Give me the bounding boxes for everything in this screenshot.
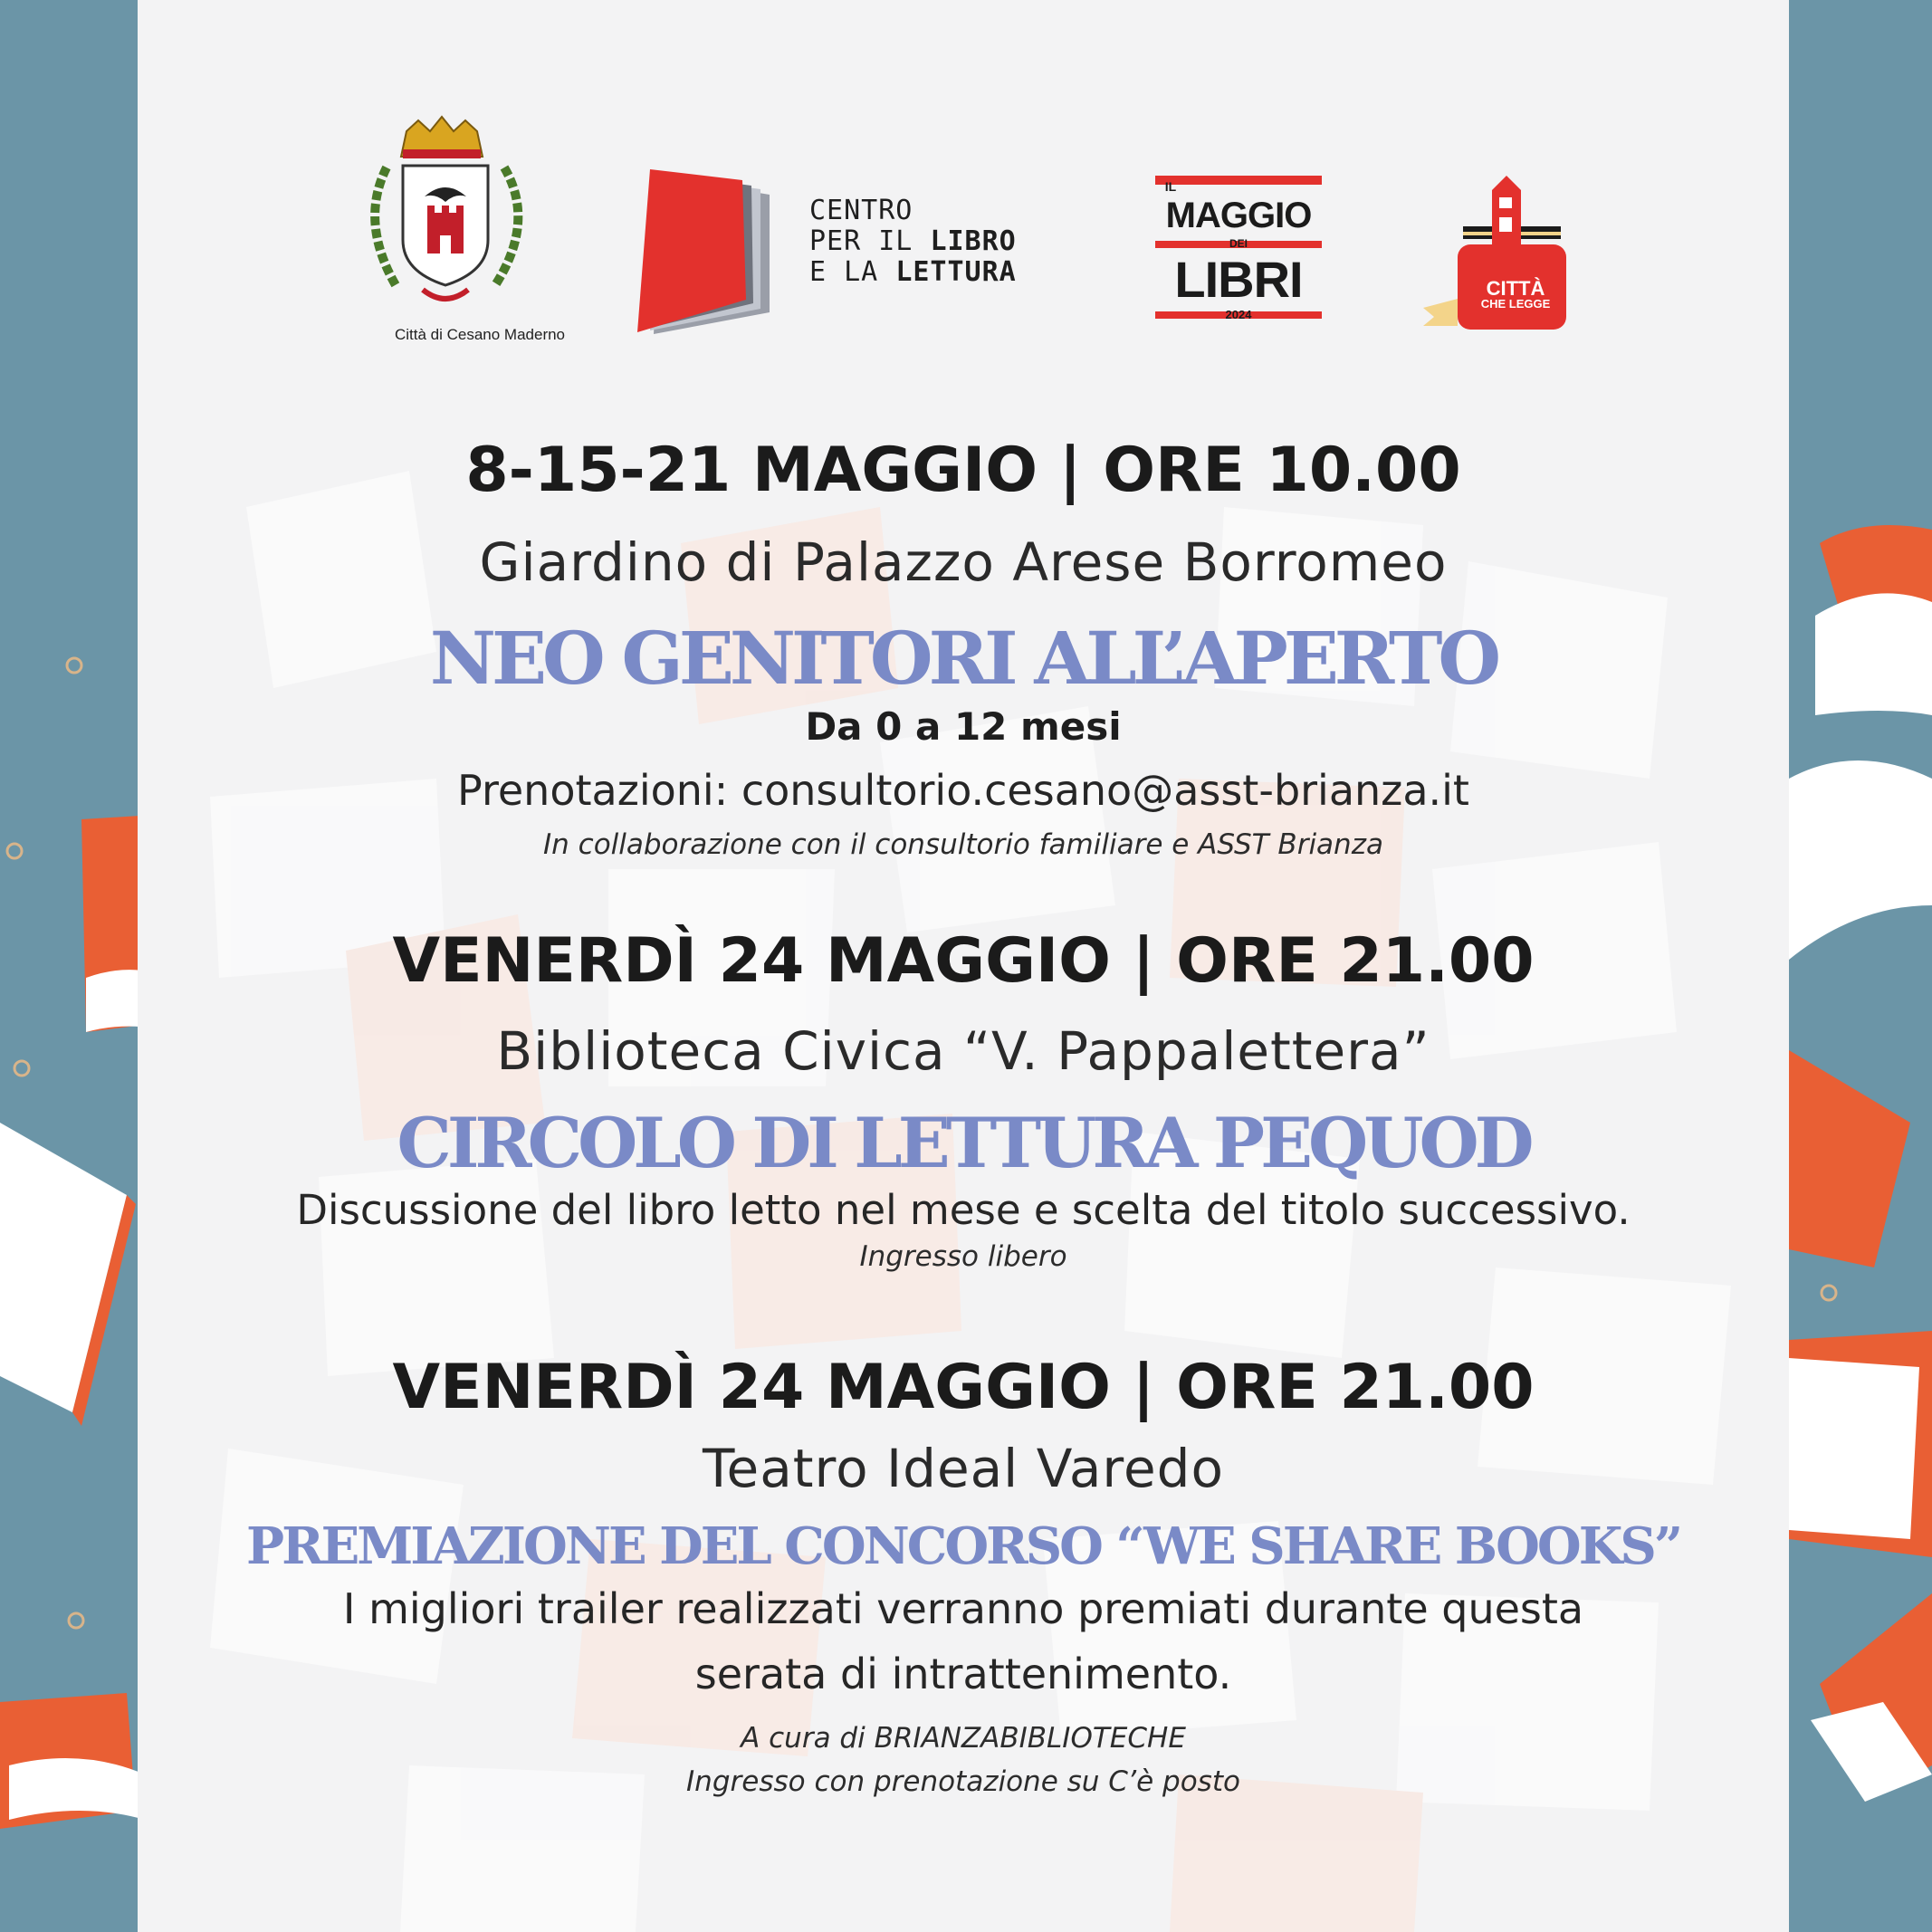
event-venue: Biblioteca Civica “V. Pappalettera” [496, 1020, 1430, 1082]
event-subtitle: Da 0 a 12 mesi [805, 704, 1122, 749]
event-description-line2: serata di intrattenimento. [694, 1650, 1232, 1698]
event-description: Discussione del libro letto nel mese e scelta del titolo successivo. [296, 1186, 1631, 1234]
book-icon [1789, 1331, 1932, 1557]
event-date: 8-15-21 MAGGIO | ORE 10.00 [465, 435, 1461, 506]
book-icon [1789, 760, 1932, 960]
cesano-label: Città di Cesano Maderno [394, 326, 566, 343]
content-panel [138, 0, 1789, 1932]
svg-text:CHE LEGGE: CHE LEGGE [1480, 297, 1551, 311]
event-note: In collaborazione con il consultorio familiare e ASST Brianza [543, 828, 1383, 861]
book-icon [0, 1123, 136, 1426]
book-icon [1789, 1050, 1910, 1267]
event-note: Ingresso libero [859, 1240, 1067, 1273]
book-icon [0, 1693, 145, 1829]
event-organizer: A cura di BRIANZABIBLIOTECHE [741, 1722, 1186, 1755]
event-venue: Giardino di Palazzo Arese Borromeo [479, 531, 1448, 593]
event-description-line1: I migliori trailer realizzati verranno premiati durante questa [342, 1584, 1584, 1633]
event-date: VENERDÌ 24 MAGGIO | ORE 21.00 [392, 925, 1535, 997]
events [138, 0, 1789, 1932]
maggio-dei-libri-logo: IL MAGGIO DEI LIBRI 2024 [1155, 176, 1322, 328]
event-booking: Prenotazioni: consultorio.cesano@asst-brianza.it [457, 766, 1469, 815]
cepell-wordmark: CENTRO PER IL LIBRO E LA LETTURA [809, 195, 1017, 288]
event-title: CIRCOLO DI LETTURA PEQUOD [397, 1103, 1530, 1183]
book-icon [1811, 1593, 1932, 1802]
event-title: PREMIAZIONE DEL CONCORSO “WE SHARE BOOKS” [245, 1516, 1681, 1576]
event-date: VENERDÌ 24 MAGGIO | ORE 21.00 [392, 1352, 1535, 1423]
event-venue: Teatro Ideal Varedo [702, 1438, 1224, 1499]
event-title: NEO GENITORI ALL’APERTO [429, 616, 1497, 701]
book-icon [1815, 525, 1932, 715]
event-note: Ingresso con prenotazione su C’è posto [686, 1765, 1240, 1798]
svg-text:CITTÀ: CITTÀ [1486, 277, 1545, 300]
